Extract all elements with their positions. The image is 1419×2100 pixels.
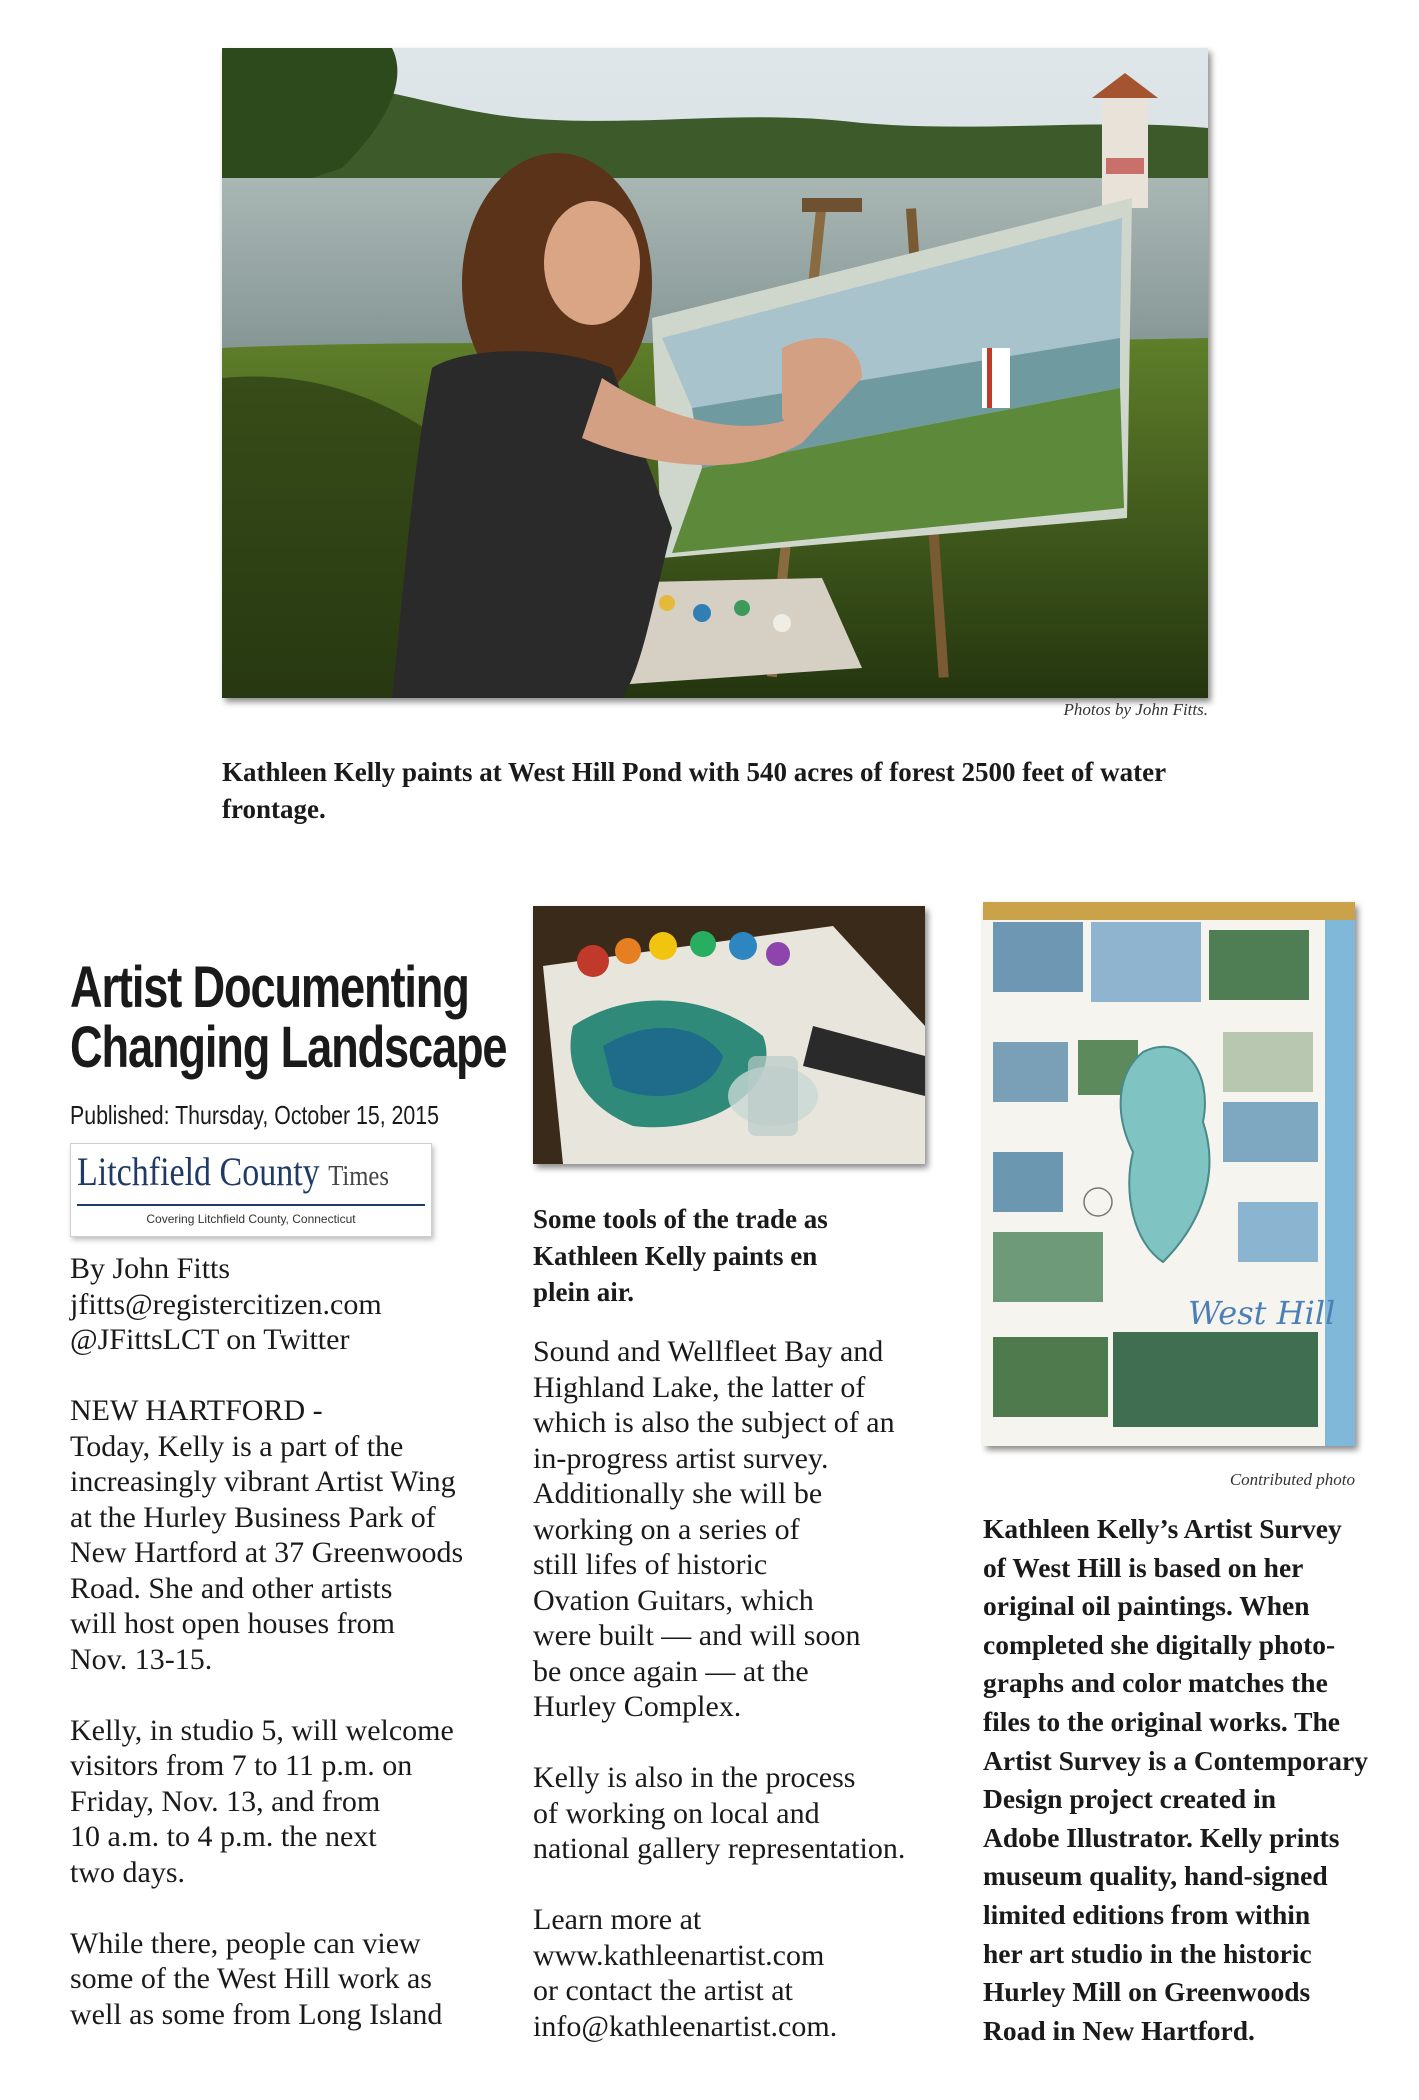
palette-caption: Some tools of the trade as Kathleen Kelly paints en plein air.: [533, 1204, 828, 1307]
survey-title: West Hill: [1188, 1294, 1336, 1332]
paint-palette-illustration: [533, 906, 925, 1164]
paragraph: NEW HARTFORD - Today, Kelly is a part of the increasingly vibrant Artist Wing at the Hurley Business Park of New Hartford at 37 Greenwoods Road. She and other artists will host open houses from Nov. 13-15.: [70, 1394, 464, 1676]
painter-at-easel-illustration: [222, 48, 1208, 698]
logo-tagline: Covering Litchfield County, Connecticut: [146, 1212, 356, 1226]
survey-photo-credit: Contributed photo: [1229, 1470, 1355, 1489]
publish-date: Published: Thursday, October 15, 2015: [70, 1100, 439, 1130]
author-email: jfitts@registercitizen.com: [70, 1287, 382, 1321]
paragraph: Kelly, in studio 5, will welcome visitors from 7 to 11 p.m. on Friday, Nov. 13, and from 10 a.m. to 4 p.m. the next two days.: [70, 1713, 454, 1889]
palette-photo: [533, 906, 925, 1164]
publication-logo: [70, 1143, 432, 1237]
byline: By John Fitts jfitts@registercitizen.com @JFittsLCT on Twitter: [70, 1251, 510, 1358]
author-twitter: @JFittsLCT on Twitter: [70, 1323, 350, 1356]
main-photo-credit: Photos by John Fitts.: [1063, 700, 1208, 719]
main-photo-caption: Kathleen Kelly paints at West Hill Pond with 540 acres of forest 2500 feet of water frontage.: [222, 757, 1166, 824]
west-hill-survey-illustration: [983, 902, 1355, 1446]
column-1: [70, 1251, 510, 2032]
paragraph: Kelly is also in the process of working on local and national gallery representation.: [533, 1761, 906, 1865]
main-photo: [222, 48, 1208, 698]
artist-survey-poster: [983, 902, 1355, 1446]
paragraph: While there, people can view some of the West Hill work as well as some from Long Island: [70, 1926, 443, 2031]
column-2: [533, 1334, 953, 2044]
article-headline: [70, 955, 538, 1080]
survey-caption: Kathleen Kelly’s Artist Survey of West Hill is based on her original oil paintings. When completed she digitally photo- graphs and color matches the files to the original works. The Artist Survey is a Contemporary Design project created in Adobe Illustrator. Kelly prints museum quality, hand-signed limited editions from within her art studio in the historic Hurley Mill on Greenwoods Road in New Hartford.: [983, 1513, 1368, 2046]
paragraph: Learn more at www.kathleenartist.com or contact the artist at info@kathleenartist.com.: [533, 1902, 953, 2044]
contact-email-link[interactable]: info@kathleenartist.com.: [533, 2009, 838, 2043]
headline-line: Artist Documenting: [70, 955, 469, 1020]
paragraph: Sound and Wellfleet Bay and Highland Lake, the latter of which is also the subject of an in-progress artist survey. Additionally she will be working on a series of still lifes of historic Ovation Guitars, which were built — and will soon be once again — at the Hurley Complex.: [533, 1335, 895, 1723]
headline-line: Changing Landscape: [70, 1015, 507, 1080]
logo-name: Litchfield County Times: [77, 1149, 389, 1194]
website-link[interactable]: www.kathleenartist.com: [533, 1938, 825, 1972]
